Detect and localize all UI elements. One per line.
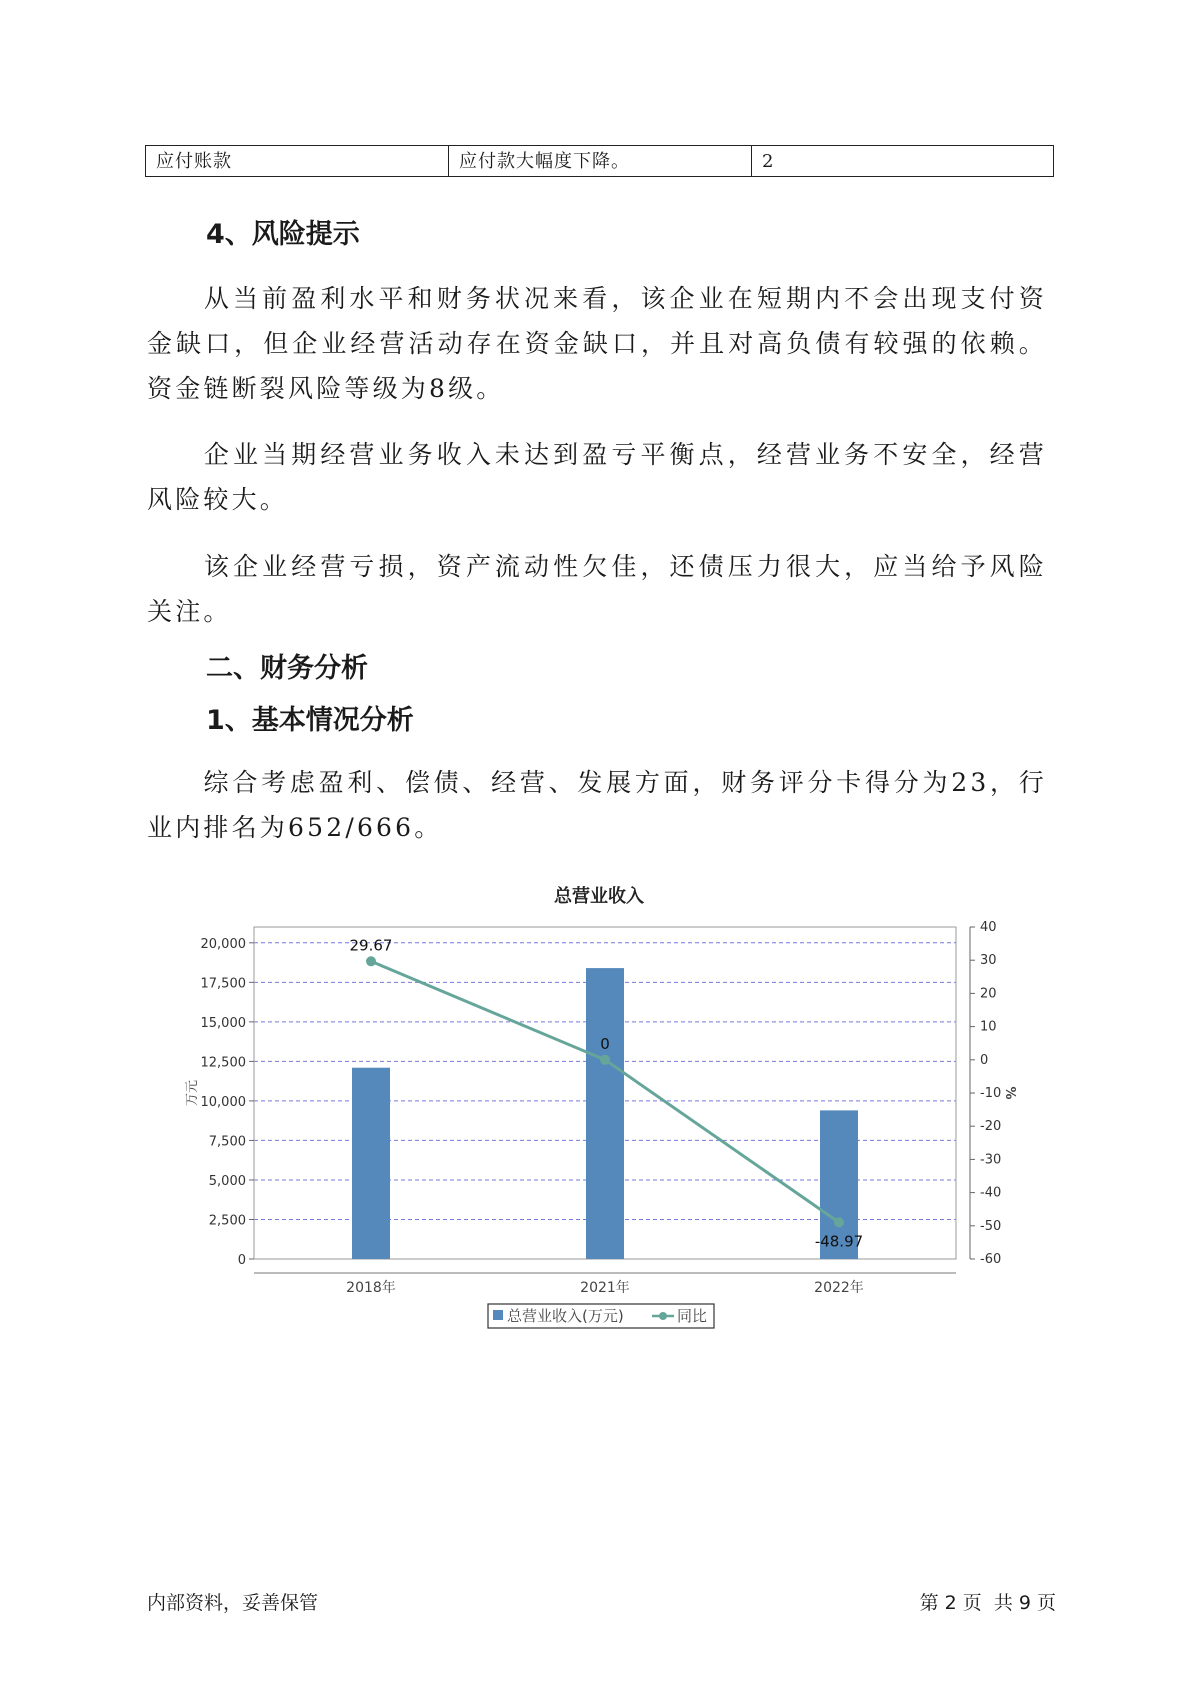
risk-heading: 4、风险提示	[206, 219, 360, 250]
legend-swatch-bar	[493, 1310, 503, 1320]
yoy-point	[600, 1055, 610, 1065]
y-tick-label: 2,500	[208, 1213, 246, 1229]
table-cell-description: 应付款大幅度下降。	[449, 146, 752, 176]
y2-tick-label: -10	[980, 1086, 1002, 1101]
y2-tick-label: -20	[980, 1119, 1002, 1135]
y2-tick-label: -30	[980, 1152, 1002, 1168]
table-cell-value: 2	[762, 151, 775, 172]
legend-label-line: 同比	[677, 1307, 708, 1325]
y2-tick-label: 30	[980, 953, 997, 969]
chart-title: 总营业收入	[554, 886, 644, 907]
risk-paragraph-3: 该企业经营亏损，资产流动性欠佳，还债压力很大，应当给予风险关注。	[147, 552, 1047, 626]
risk-paragraph-2: 企业当期经营业务收入未达到盈亏平衡点，经营业务不安全，经营风险较大。	[147, 440, 1047, 514]
table-cell-item: 应付账款	[146, 146, 449, 176]
finance-heading: 二、财务分析	[206, 653, 368, 684]
yoy-point	[366, 956, 376, 966]
chart-legend	[488, 1304, 714, 1328]
y-tick-label: 5,000	[208, 1173, 246, 1189]
y-tick-label: 10,000	[200, 1094, 246, 1110]
legend-label-bar: 总营业收入(万元)	[507, 1307, 624, 1325]
bar-series	[352, 968, 858, 1259]
x-tick-label: 2021年	[580, 1280, 630, 1296]
basic-analysis-heading: 1、基本情况分析	[206, 705, 414, 736]
finance-paragraph: 综合考虑盈利、偿债、经营、发展方面，财务评分卡得分为23，行业内排名为652/666。	[147, 768, 1047, 842]
y2-tick-label: 40	[980, 920, 997, 935]
y2-tick-label: 20	[980, 986, 997, 1002]
y2-tick-label: -50	[980, 1218, 1002, 1234]
y-tick-label: 7,500	[208, 1134, 246, 1150]
y-axis-label: 万元	[185, 1079, 200, 1107]
yoy-data-label: -48.97	[814, 1232, 864, 1251]
footer-confidential: 内部资料，妥善保管	[147, 1592, 319, 1614]
y-tick-label: 15,000	[200, 1015, 246, 1031]
x-tick-label: 2018年	[346, 1280, 396, 1296]
yoy-point	[834, 1217, 844, 1227]
y-tick-label: 0	[237, 1253, 246, 1268]
yoy-data-label: 0	[600, 1034, 610, 1053]
x-tick-label: 2022年	[814, 1280, 864, 1296]
y2-axis-ticks	[970, 920, 1001, 1267]
y2-axis-label: %	[1002, 1086, 1017, 1100]
y-axis-ticks	[201, 937, 255, 1268]
y-tick-label: 12,500	[200, 1055, 246, 1071]
y2-tick-label: 0	[980, 1052, 989, 1068]
bar	[586, 968, 624, 1259]
yoy-data-label: 29.67	[349, 936, 393, 955]
y2-tick-label: -60	[980, 1252, 1002, 1267]
table-row	[145, 145, 1054, 177]
risk-paragraph-1: 从当前盈利水平和财务状况来看，该企业在短期内不会出现支付资金缺口，但企业经营活动存在资金缺口，并且对高负债有较强的依赖。资金链断裂风险等级为8级。	[147, 284, 1047, 403]
y2-tick-label: 10	[980, 1019, 997, 1035]
revenue-chart	[0, 870, 1191, 1340]
y-tick-label: 17,500	[200, 976, 246, 992]
y-tick-label: 20,000	[200, 936, 246, 952]
footer-page-number: 第 2 页 共 9 页	[919, 1592, 1056, 1614]
x-axis-ticks	[254, 1273, 956, 1296]
bar	[352, 1068, 390, 1259]
y2-tick-label: -40	[980, 1185, 1002, 1201]
